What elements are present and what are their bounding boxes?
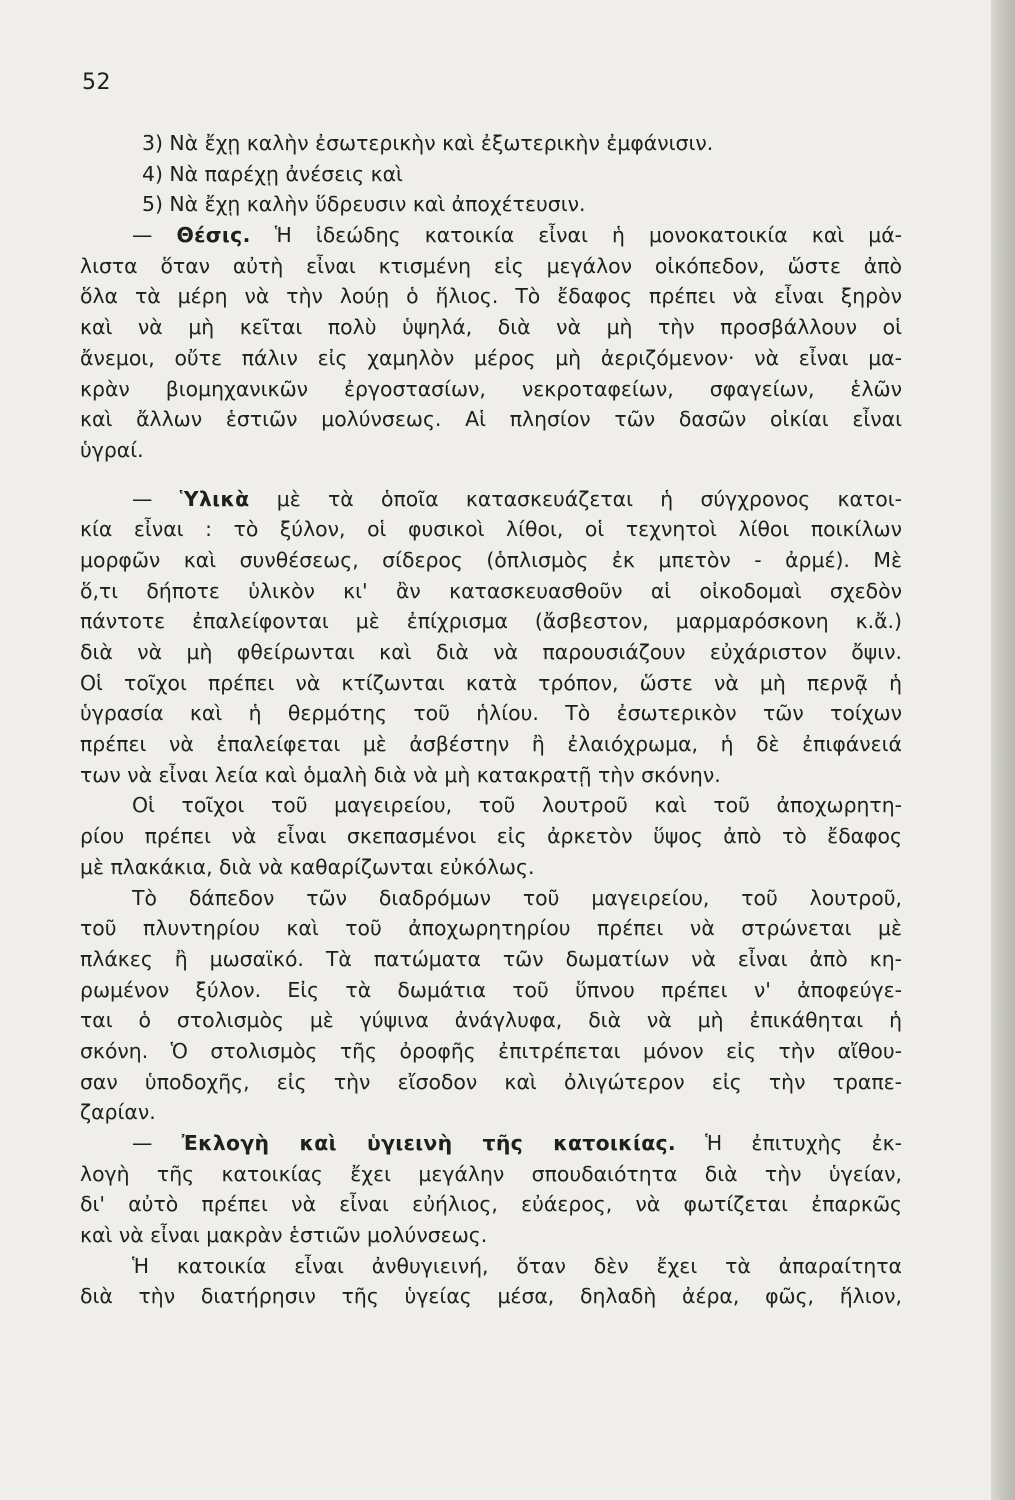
paragraph-text: μὲ τὰ ὁποῖα κατασκευάζεται ἡ σύγχρονος κατοι- [276, 486, 902, 511]
paragraph-line: ὑγραί. [80, 437, 144, 462]
paragraph-line: Τὸ δάπεδον τῶν διαδρόμων τοῦ μαγειρείου, τοῦ λουτροῦ, [132, 885, 902, 910]
paragraph-line: σαν ὑποδοχῆς, εἰς τὴν εἴσοδον καὶ ὀλιγώτερον εἰς τὴν τραπε- [80, 1069, 902, 1094]
paragraph-line: ται ὁ στολισμὸς μὲ γύψινα ἀνάγλυφα, διὰ νὰ μὴ ἐπικάθηται ἡ [80, 1008, 902, 1033]
paragraph-line: μὲ πλακάκια, διὰ νὰ καθαρίζωνται εὐκόλως. [80, 854, 535, 879]
page-number: 52 [82, 70, 111, 95]
paragraph-line: καὶ νὰ μὴ κεῖται πολὺ ὑψηλά, διὰ νὰ μὴ τὴν προσβάλλουν οἱ [80, 315, 902, 340]
paragraph-line: δι' αὐτὸ πρέπει νὰ εἶναι εὐήλιος, εὐάερος, νὰ φωτίζεται ἐπαρκῶς [80, 1192, 902, 1217]
paragraph-line: μορφῶν καὶ συνθέσεως, σίδερος (ὁπλισμὸς ἐκ μπετὸν - ἀρμέ). Μὲ [80, 547, 902, 572]
paragraph-line: κία εἶναι : τὸ ξύλον, οἱ φυσικοὶ λίθοι, οἱ τεχνητοὶ λίθοι ποικίλων [80, 517, 902, 542]
page-edge [991, 0, 1015, 1500]
paragraph-line: καὶ νὰ εἶναι μακρὰν ἑστιῶν μολύνσεως. [80, 1223, 488, 1248]
list-item: 3) Νὰ ἔχῃ καλὴν ἐσωτερικὴν καὶ ἐξωτερικὴν ἐμφάνισιν. [142, 131, 714, 155]
paragraph-line [80, 484, 902, 515]
paragraph-text: Ἡ ἰδεώδης κατοικία εἶναι ἡ μονοκατοικία καὶ μά- [274, 223, 903, 248]
paragraph-line: ὑγρασία καὶ ἡ θερμότης τοῦ ἡλίου. Τὸ ἐσωτερικὸν τῶν τοίχων [80, 701, 902, 726]
paragraph-line: διὰ νὰ μὴ φθείρωνται καὶ διὰ νὰ παρουσιάζουν εὐχάριστον ὄψιν. [80, 640, 902, 664]
section-heading-materials: Ὑλικὰ [179, 486, 250, 511]
paragraph-line: Οἱ τοῖχοι πρέπει νὰ κτίζωνται κατὰ τρόπον, ὥστε νὰ μὴ περνᾷ ἡ [80, 670, 902, 695]
section-heading-selection: Ἐκλογὴ καὶ ὑγιεινὴ τῆς κατοικίας. [181, 1131, 676, 1155]
section-dash: — [132, 1131, 153, 1155]
paragraph-line: λιστα ὅταν αὐτὴ εἶναι κτισμένη εἰς μεγάλον οἰκόπεδον, ὥστε ἀπὸ [80, 253, 902, 278]
paragraph-line: ζαρίαν. [80, 1100, 156, 1125]
paragraph-gap [80, 466, 902, 484]
paragraph-line: καὶ ἄλλων ἑστιῶν μολύνσεως. Αἱ πλησίον τῶν δασῶν οἰκίαι εἶναι [80, 407, 902, 432]
paragraph-line [80, 220, 902, 251]
page-body [80, 128, 902, 1312]
list-item: 5) Νὰ ἔχῃ καλὴν ὕδρευσιν καὶ ἀποχέτευσιν. [142, 192, 586, 217]
paragraph-line: ρωμένον ξύλον. Εἰς τὰ δωμάτια τοῦ ὕπνου πρέπει ν' ἀποφεύγε- [80, 977, 902, 1002]
paragraph-text: Ἡ ἐπιτυχὴς ἐκ- [705, 1131, 902, 1155]
paragraph-line [80, 1128, 902, 1159]
section-dash: — [132, 486, 153, 511]
paragraph-line: σκόνη. Ὁ στολισμὸς τῆς ὀροφῆς ἐπιτρέπεται μόνον εἰς τὴν αἴθου- [80, 1038, 902, 1063]
paragraph-line: πάντοτε ἐπαλείφονται μὲ ἐπίχρισμα (ἄσβεστον, μαρμαρόσκονη κ.ἄ.) [80, 609, 902, 634]
list-item: 4) Νὰ παρέχῃ ἀνέσεις καὶ [142, 161, 403, 186]
section-heading-thesis: Θέσις. [176, 223, 251, 248]
paragraph-line: ὅλα τὰ μέρη νὰ τὴν λούῃ ὁ ἥλιος. Τὸ ἔδαφος πρέπει νὰ εἶναι ξηρὸν [80, 284, 902, 309]
paragraph-line: των νὰ εἶναι λεία καὶ ὁμαλὴ διὰ νὰ μὴ κατακρατῇ τὴν σκόνην. [80, 762, 721, 787]
paragraph-line: κρὰν βιομηχανικῶν ἐργοστασίων, νεκροταφείων, σφαγείων, ἑλῶν [80, 376, 902, 401]
paragraph-line: πρέπει νὰ ἐπαλείφεται μὲ ἀσβέστην ἢ ἐλαιόχρωμα, ἡ δὲ ἐπιφάνειά [80, 732, 902, 757]
paragraph-line: Ἡ κατοικία εἶναι ἀνθυγιεινή, ὅταν δὲν ἔχει τὰ ἀπαραίτητα [132, 1253, 902, 1278]
paragraph-line: διὰ τὴν διατήρησιν τῆς ὑγείας μέσα, δηλαδὴ ἀέρα, φῶς, ἥλιον, [80, 1284, 902, 1309]
paragraph-line: πλάκες ἢ μωσαϊκό. Τὰ πατώματα τῶν δωματίων νὰ εἶναι ἀπὸ κη- [80, 946, 902, 971]
paragraph-line: τοῦ πλυντηρίου καὶ τοῦ ἀποχωρητηρίου πρέπει νὰ στρώνεται μὲ [80, 916, 902, 941]
paragraph-line: Οἱ τοῖχοι τοῦ μαγειρείου, τοῦ λουτροῦ καὶ τοῦ ἀποχωρητη- [132, 793, 902, 818]
section-dash: — [132, 223, 153, 248]
paragraph-line: ἄνεμοι, οὔτε πάλιν εἰς χαμηλὸν μέρος μὴ ἀεριζόμενον· νὰ εἶναι μα- [80, 345, 902, 370]
paragraph-line: λογὴ τῆς κατοικίας ἔχει μεγάλην σπουδαιότητα διὰ τὴν ὑγείαν, [80, 1161, 902, 1186]
paragraph-line: ρίου πρέπει νὰ εἶναι σκεπασμένοι εἰς ἀρκετὸν ὕψος ἀπὸ τὸ ἔδαφος [80, 824, 902, 849]
paragraph-line: ὅ,τι δήποτε ὑλικὸν κι' ἂν κατασκευασθοῦν αἱ οἰκοδομαὶ σχεδὸν [80, 578, 902, 603]
